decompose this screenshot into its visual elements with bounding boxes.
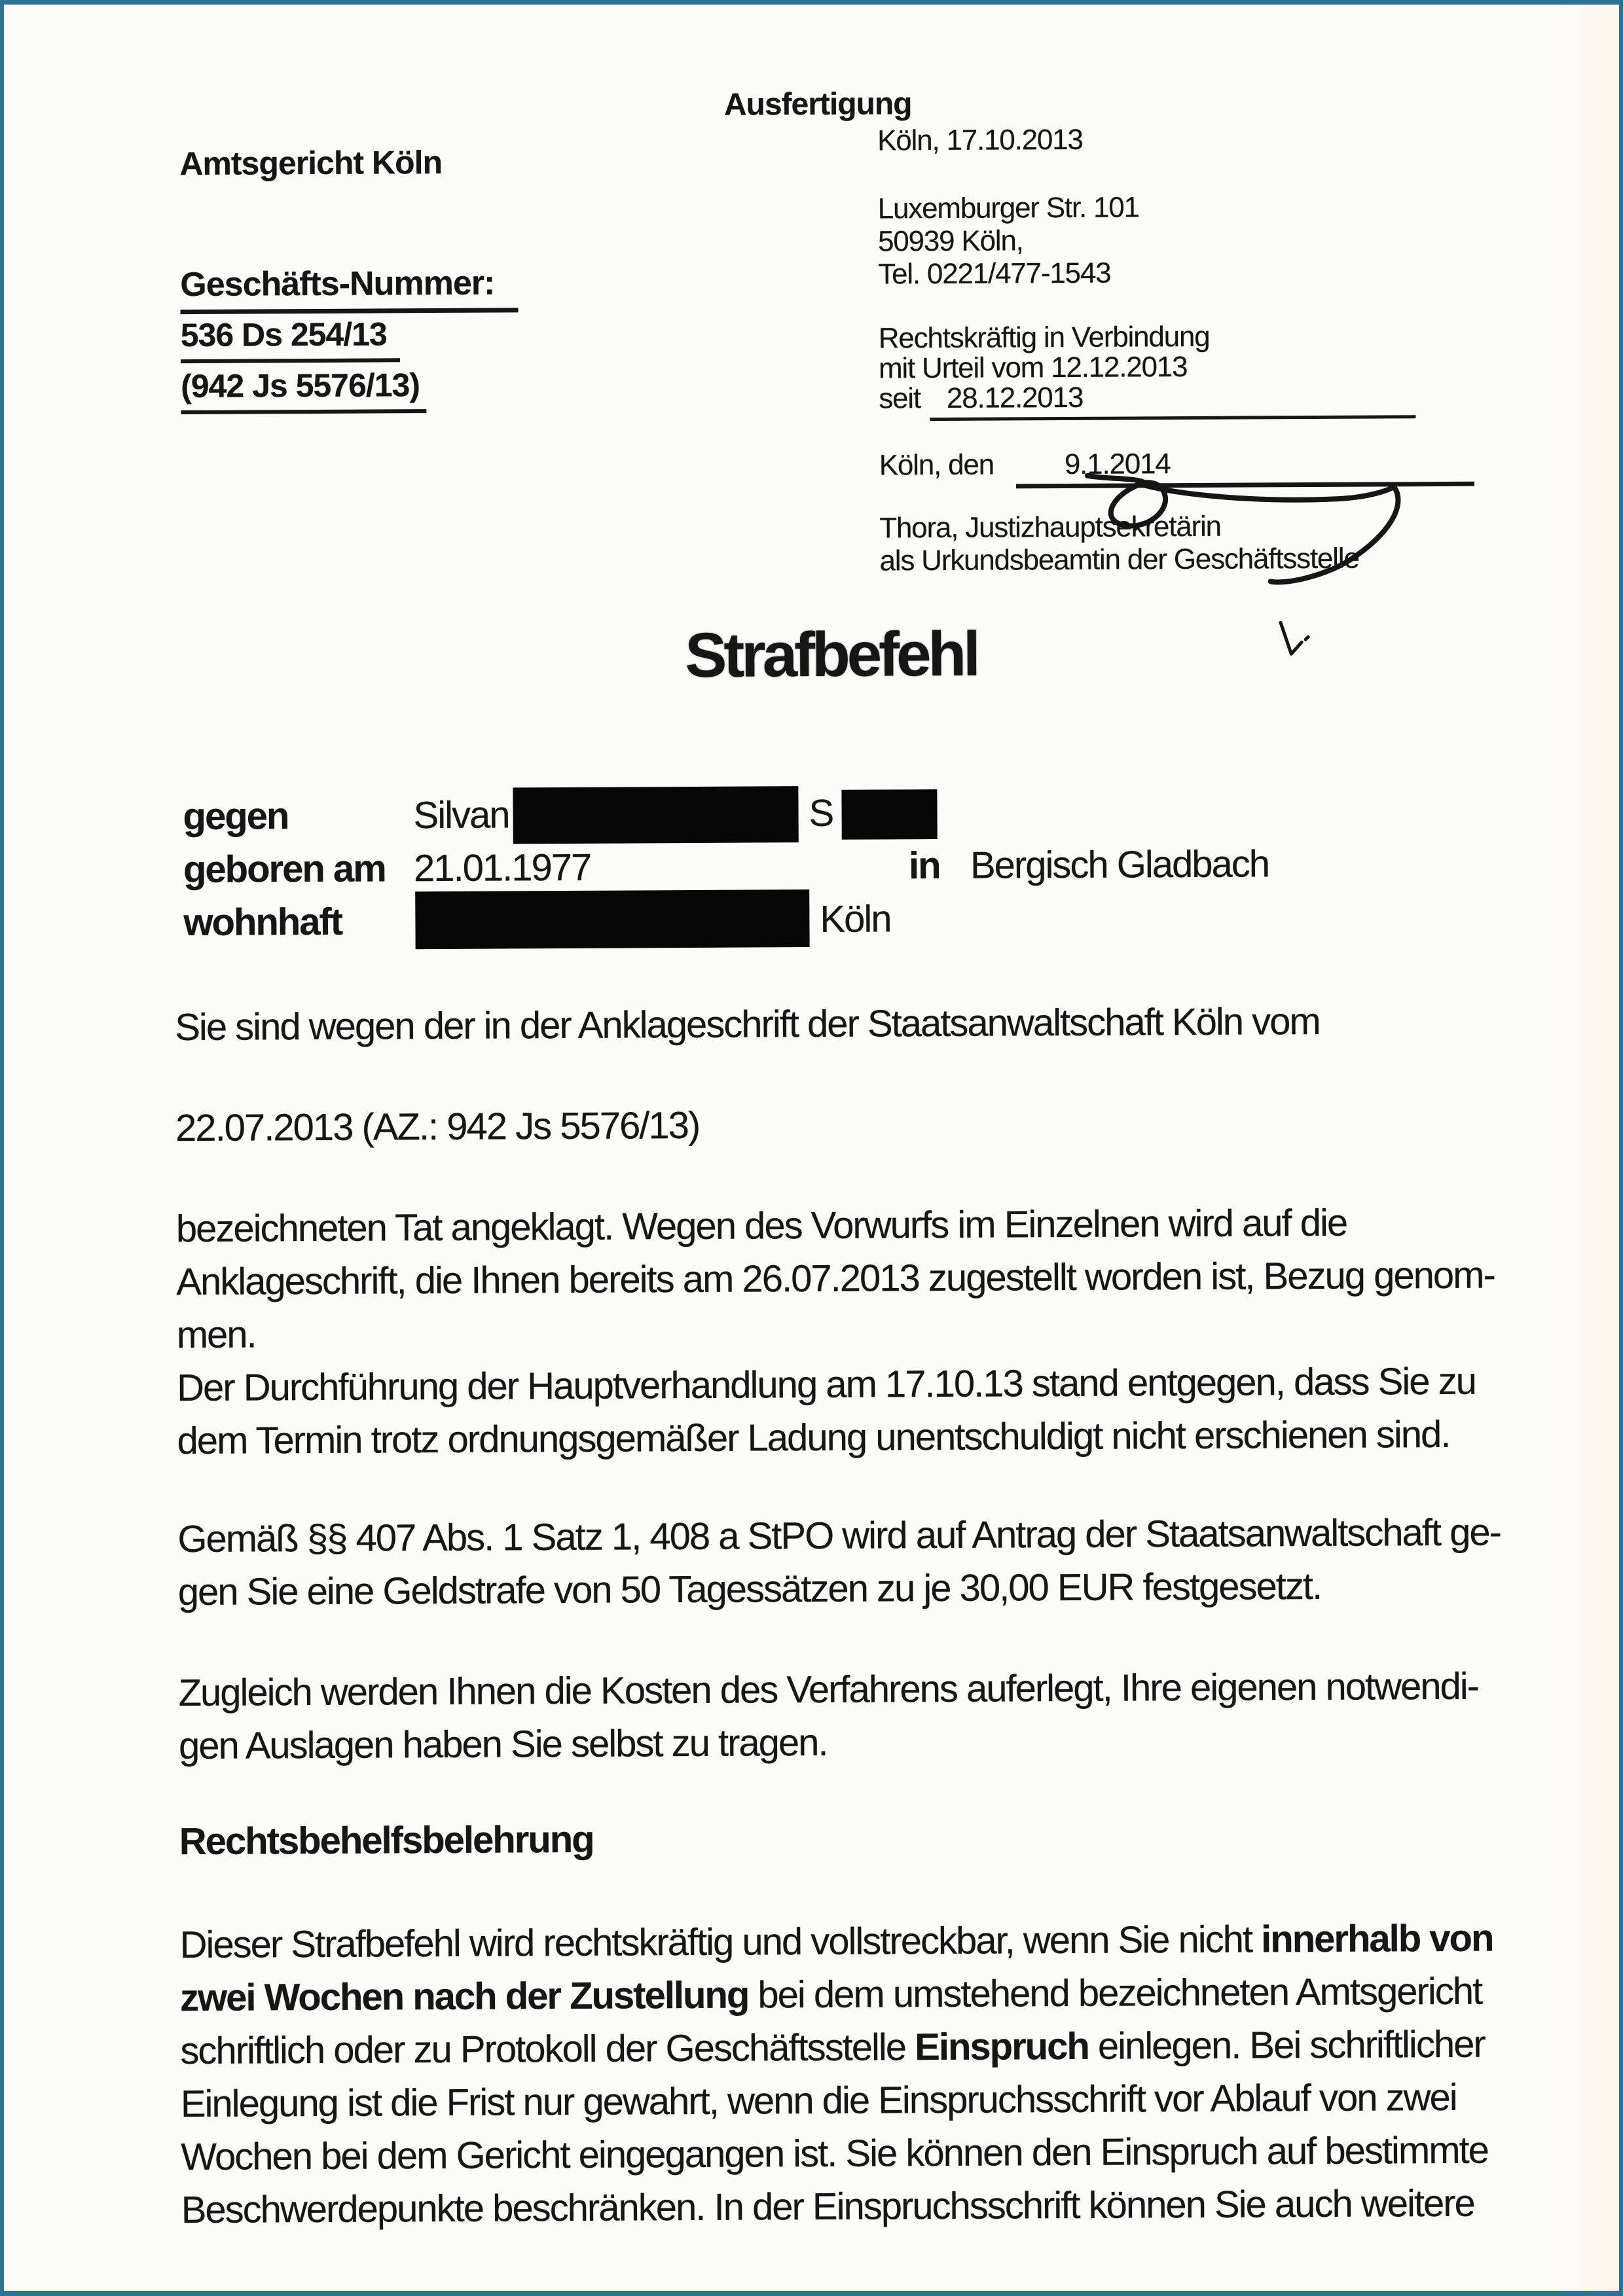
body-line: Der Durchführung der Hauptverhandlung am 17.10.13 stand entgegen, dass Sie zu	[176, 1359, 1476, 1410]
court-name: Amtsgericht Köln	[179, 143, 443, 183]
appeal-text: bei dem umstehend bezeichneten Amtsgericht	[748, 1969, 1482, 2017]
legal-force-since	[879, 381, 1415, 421]
body-line: Sie sind wegen der in der Anklageschrift der Staatsanwaltschaft Köln vom	[175, 999, 1320, 1049]
legal-force-date: 28.12.2013	[930, 381, 1415, 421]
address-street: Luxemburger Str. 101	[877, 191, 1139, 225]
appeal-line	[181, 2128, 1489, 2179]
legal-force-line1: Rechtskräftig in Verbindung	[878, 320, 1210, 355]
appeal-text-bold: innerhalb von	[1261, 1916, 1493, 1961]
appeal-line	[179, 1969, 1482, 2020]
case-number-label-text: Geschäfts-Nummer:	[180, 265, 518, 314]
address-phone: Tel. 0221/477-1543	[878, 257, 1111, 291]
body-line: men.	[176, 1313, 256, 1357]
appeal-text: einlegen. Bei schriftlicher	[1088, 2022, 1485, 2068]
body-line: dem Termin trotz ordnungsgemäßer Ladung unentschuldigt nicht erschienen sind.	[177, 1412, 1450, 1463]
case-number-primary	[181, 317, 400, 363]
body-line: bezeichneten Tat angeklagt. Wegen des Vorwurfs im Einzelnen wird auf die	[175, 1201, 1347, 1251]
defendant-first-name: Silvan	[413, 793, 509, 837]
signer-name: Thora, Justizhauptsekretärin	[879, 510, 1221, 545]
since-label: seit	[879, 382, 921, 415]
residence-city: Köln	[820, 897, 891, 941]
document-sheet	[0, 1, 1623, 2295]
appeal-text: Beschwerdepunkte beschränken. In der Einspruchsschrift können Sie auch weitere	[181, 2181, 1474, 2232]
appeal-text: Wochen bei dem Gericht eingegangen ist. Sie können den Einspruch auf bestimmte	[181, 2128, 1489, 2179]
birth-date: 21.01.1977	[413, 846, 591, 890]
appeal-instructions-heading: Rechtsbehelfsbelehrung	[179, 1818, 594, 1863]
appeal-line	[180, 2075, 1457, 2126]
signer-role: als Urkundsbeamtin der Geschäftsstelle	[879, 542, 1359, 577]
costs-line: gen Auslagen haben Sie selbst zu tragen.	[178, 1721, 828, 1768]
appeal-text-bold: Einspruch	[915, 2024, 1089, 2069]
pen-tick-mark	[1275, 620, 1315, 666]
appeal-text-bold: zwei Wochen nach der Zustellung	[179, 1973, 749, 2020]
costs-line: Zugleich werden Ihnen die Kosten des Verfahrens auferlegt, Ihre eigenen notwendi-	[178, 1664, 1479, 1715]
resident-label: wohnhaft	[183, 900, 342, 944]
signature-date: 9.1.2014	[1016, 448, 1474, 489]
appeal-line	[180, 2022, 1485, 2073]
born-on-label: geboren am	[183, 847, 386, 891]
birth-place: Bergisch Gladbach	[970, 842, 1269, 887]
appeal-text: Einlegung ist die Frist nur gewahrt, wenn die Einspruchsschrift vor Ablauf von zwei	[180, 2075, 1457, 2126]
document-title: Strafbefehl	[685, 619, 977, 691]
redaction-box	[415, 889, 809, 949]
legal-force-line2: mit Urteil vom 12.12.2013	[878, 351, 1188, 385]
city-date: Köln, 17.10.2013	[877, 123, 1083, 157]
case-number-secondary	[181, 368, 426, 414]
case-number-label	[180, 265, 518, 314]
defendant-surname-initial: S	[809, 791, 833, 835]
address-city: 50939 Köln,	[877, 224, 1023, 258]
appeal-line	[179, 1916, 1493, 1967]
appeal-line	[181, 2181, 1474, 2232]
body-line: Anklageschrift, die Ihnen bereits am 26.07.2013 zugestellt worden ist, Bezug genom-	[176, 1253, 1495, 1304]
penalty-line: gen Sie eine Geldstrafe von 50 Tagessätzen zu je 30,00 EUR festgesetzt.	[177, 1564, 1322, 1614]
appeal-text: schriftlich oder zu Protokoll der Geschäftsstelle	[180, 2026, 915, 2073]
redaction-box	[841, 789, 937, 840]
copy-label: Ausfertigung	[723, 86, 912, 122]
in-label: in	[908, 844, 940, 888]
case-number-primary-text: 536 Ds 254/13	[181, 317, 400, 363]
penalty-line: Gemäß §§ 407 Abs. 1 Satz 1, 408 a StPO wird auf Antrag der Staatsanwaltschaft ge-	[177, 1511, 1501, 1561]
signature-city-label: Köln, den	[879, 448, 994, 482]
redaction-box	[513, 786, 798, 844]
case-number-secondary-text: (942 Js 5576/13)	[181, 368, 426, 414]
against-label: gegen	[183, 795, 289, 838]
body-line-case-ref: 22.07.2013 (AZ.: 942 Js 5576/13)	[175, 1103, 700, 1150]
appeal-text: Dieser Strafbefehl wird rechtskräftig und vollstreckbar, wenn Sie nicht	[179, 1918, 1262, 1967]
